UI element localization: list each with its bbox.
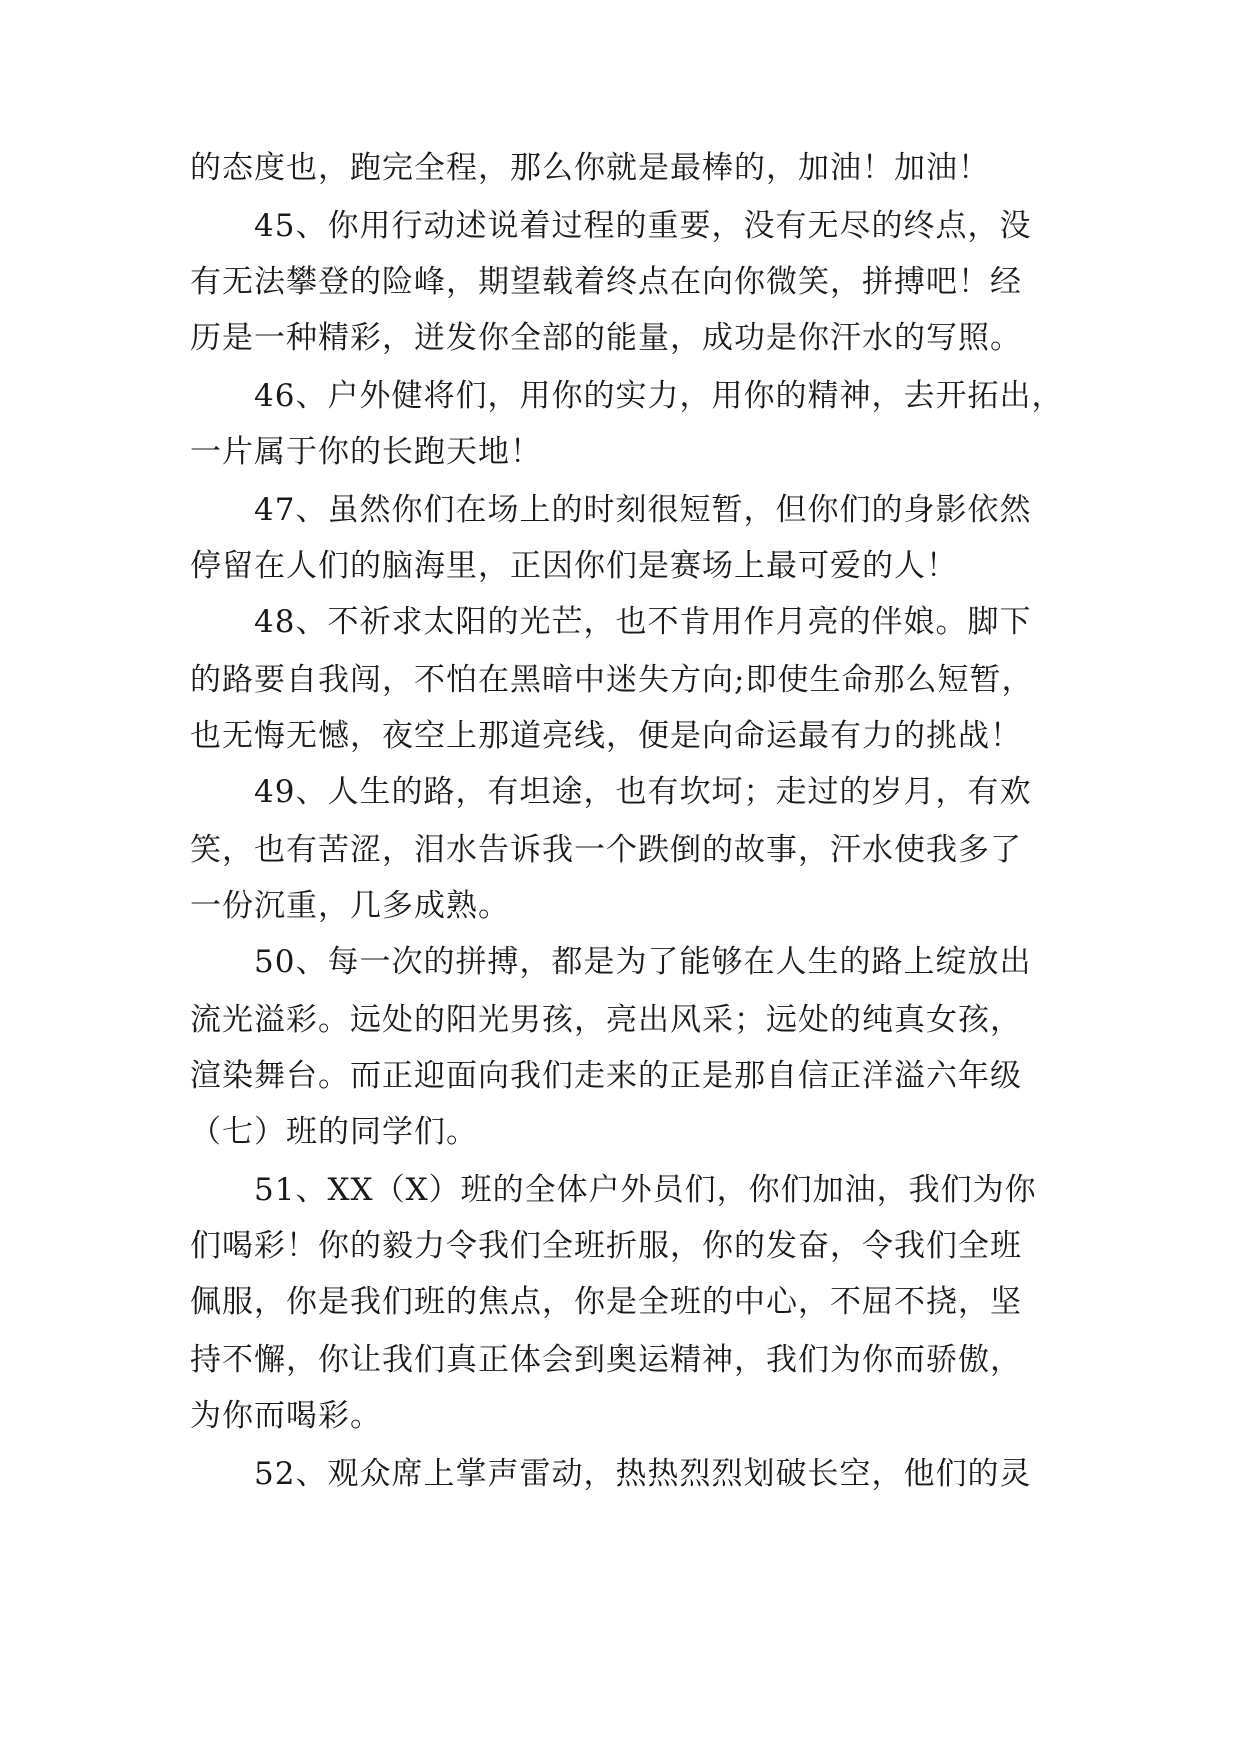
text-line: 有无法攀登的险峰，期望载着终点在向你微笑，拼搏吧！经 — [190, 264, 1022, 300]
paragraph-52-line: 52、观众席上掌声雷动，热热烈烈划破长空，他们的灵 — [254, 1456, 1032, 1492]
text-line: 渲染舞台。而正迎面向我们走来的正是那自信正洋溢六年级 — [190, 1058, 1022, 1094]
text-line: 们喝彩！你的毅力令我们全班折服，你的发奋，令我们全班 — [190, 1228, 1022, 1264]
text-line: 持不懈，你让我们真正体会到奥运精神，我们为你而骄傲， — [190, 1342, 1022, 1378]
paragraph-50-line: 50、每一次的拼搏，都是为了能够在人生的路上绽放出 — [254, 944, 1032, 980]
text-line: 流光溢彩。远处的阳光男孩，亮出风采；远处的纯真女孩， — [190, 1002, 1022, 1038]
text-line: 历是一种精彩，迸发你全部的能量，成功是你汗水的写照。 — [190, 320, 1022, 356]
text-line: 佩服，你是我们班的焦点，你是全班的中心，不屈不挠，坚 — [190, 1284, 1022, 1320]
paragraph-48-line: 48、不祈求太阳的光芒，也不肯用作月亮的伴娘。脚下 — [254, 604, 1032, 640]
paragraph-46-line: 46、户外健将们，用你的实力，用你的精神，去开拓出， — [254, 378, 1064, 414]
paragraph-45-line: 45、你用行动述说着过程的重要，没有无尽的终点，没 — [254, 208, 1032, 244]
text-line: 一片属于你的长跑天地！ — [190, 434, 542, 470]
text-line: 一份沉重，几多成熟。 — [190, 888, 510, 924]
paragraph-51-line: 51、XX（X）班的全体户外员们，你们加油，我们为你 — [254, 1172, 1037, 1208]
text-line: （七）班的同学们。 — [190, 1114, 478, 1150]
text-line: 笑，也有苦涩，泪水告诉我一个跌倒的故事，汗水使我多了 — [190, 832, 1022, 868]
text-line: 停留在人们的脑海里，正因你们是赛场上最可爱的人！ — [190, 548, 958, 584]
text-line: 的路要自我闯，不怕在黑暗中迷失方向;即使生命那么短暂， — [190, 662, 1034, 698]
paragraph-49-line: 49、人生的路，有坦途，也有坎坷；走过的岁月，有欢 — [254, 774, 1032, 810]
text-line: 为你而喝彩。 — [190, 1398, 382, 1434]
text-line: 的态度也，跑完全程，那么你就是最棒的，加油！加油！ — [190, 150, 990, 186]
paragraph-47-line: 47、虽然你们在场上的时刻很短暂，但你们的身影依然 — [254, 492, 1032, 528]
text-line: 也无悔无憾，夜空上那道亮线，便是向命运最有力的挑战！ — [190, 718, 1022, 754]
